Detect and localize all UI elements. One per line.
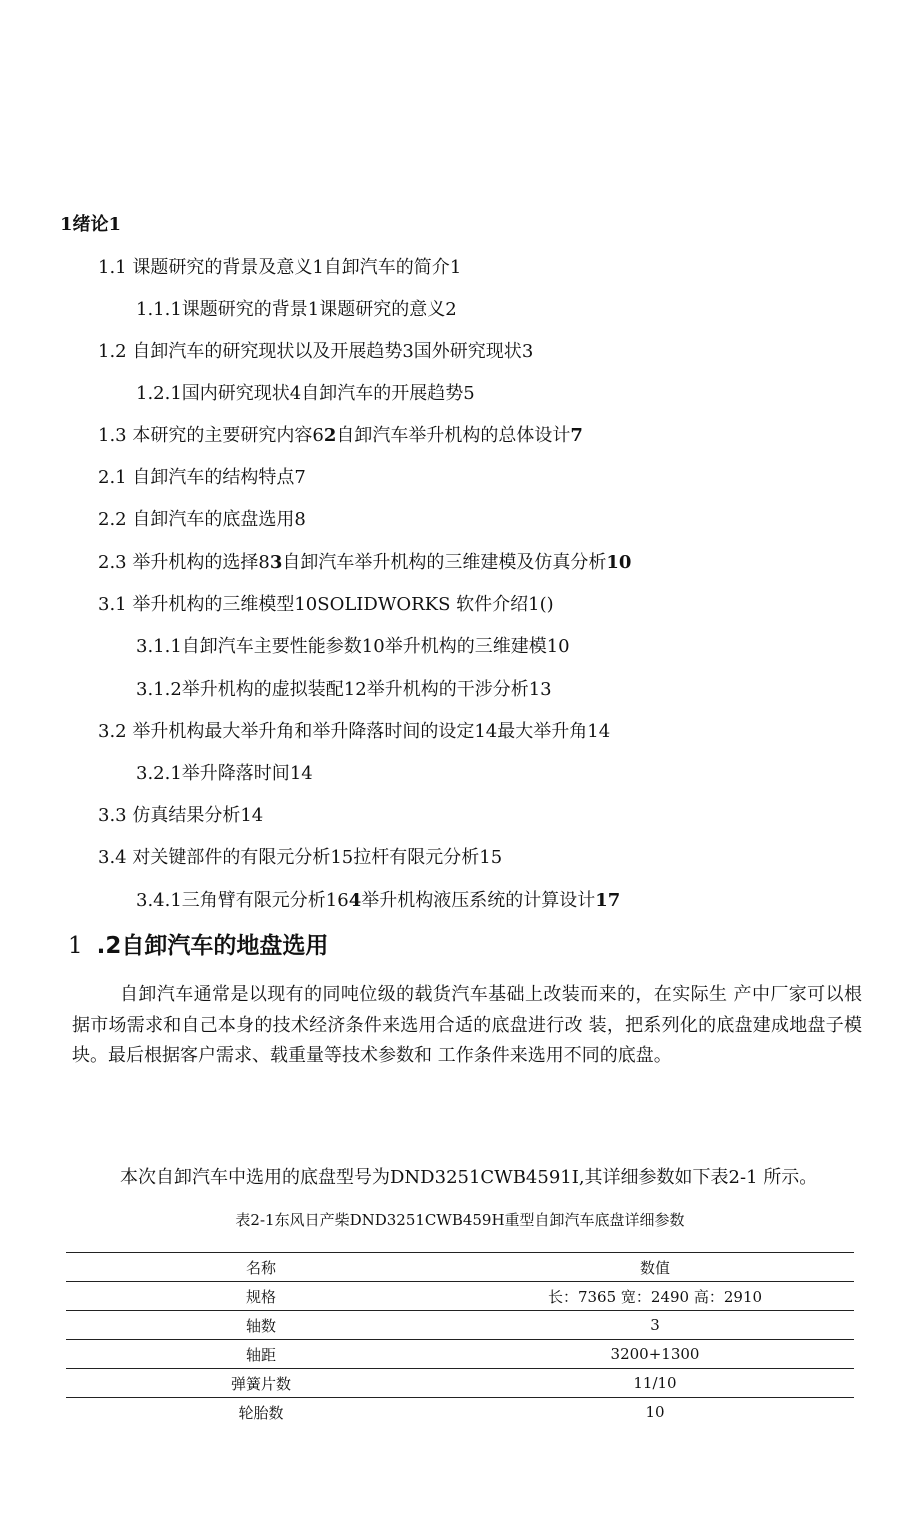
- toc-entry[interactable]: [98, 340, 533, 364]
- toc-entry-text: 3.1 举升机构的三维模型10SOLIDWORKS 软件介绍1(): [98, 594, 554, 615]
- section-title: .2自卸汽车的地盘选用: [96, 933, 329, 959]
- toc-entry[interactable]: [136, 635, 570, 659]
- toc-page-number: 10: [606, 552, 632, 573]
- toc-entry[interactable]: [98, 466, 306, 490]
- toc-page-number: 13: [528, 679, 552, 700]
- table-row: [66, 1340, 854, 1369]
- table-cell: 规格: [66, 1282, 456, 1311]
- toc-entry-text: 3.4 对关键部件的有限元分析15拉杆有限元分析: [98, 847, 480, 868]
- toc-entry-text: 2.3 举升机构的选择8: [98, 552, 270, 573]
- table-cell: 3200+1300: [456, 1340, 854, 1369]
- body-paragraph-2: 本次自卸汽车中选用的底盘型号为DND3251CWB4591I,其详细参数如下表2-1 所示。: [120, 1167, 818, 1188]
- toc-entry-text: 2.2 自卸汽车的底盘选用: [98, 509, 295, 530]
- toc-chapter-title: 自卸汽车举升机构的总体设计: [336, 425, 571, 446]
- toc-chapter-title: 自卸汽车举升机构的三维建模及仿真分析: [282, 552, 607, 573]
- toc-entry-text: 3.2 举升机构最大举升角和举升降落时间的设定14最大举升角: [98, 721, 588, 742]
- toc-chapter-number: 3: [269, 552, 283, 573]
- table-cell: 轴距: [66, 1340, 456, 1369]
- toc-entry[interactable]: [136, 382, 475, 406]
- toc-entry-text: 1.1.1课题研究的背景1课题研究的意义: [136, 299, 446, 320]
- table-caption: 表2-1东风日产柴DND3251CWB459H重型自卸汽车底盘详细参数: [235, 1211, 685, 1229]
- section-heading: [68, 930, 328, 962]
- toc-entry-text: 3.2.1举升降落时间: [136, 763, 290, 784]
- toc-chapter-number: 2: [323, 425, 337, 446]
- toc-chapter-title: 举升机构液压系统的计算设计: [361, 890, 596, 911]
- section-number: 1: [68, 933, 83, 959]
- toc-page-number: 3: [521, 341, 534, 362]
- toc-entry[interactable]: [98, 593, 554, 617]
- table-row: [66, 1369, 854, 1398]
- toc-entry[interactable]: [98, 424, 583, 448]
- toc-entry[interactable]: [136, 889, 620, 913]
- table-row: [66, 1282, 854, 1311]
- toc-page-number: 5: [463, 383, 475, 404]
- toc-entry-text: 3.3 仿真结果分析: [98, 805, 241, 826]
- toc-entry[interactable]: [136, 762, 313, 786]
- toc-page-number: 7: [294, 467, 306, 488]
- toc-entry-text: 1.3 本研究的主要研究内容6: [98, 425, 324, 446]
- toc-page-number: 14: [289, 763, 313, 784]
- toc-entry-text: 1.2.1国内研究现状4自卸汽车的开展趋势: [136, 383, 464, 404]
- table-row: [66, 1398, 854, 1427]
- table-cell: 轮胎数: [238, 1403, 284, 1422]
- toc-entry[interactable]: [60, 213, 121, 237]
- toc-entry[interactable]: [98, 804, 263, 828]
- toc-entry[interactable]: [136, 298, 457, 322]
- toc-page-number: 1: [449, 257, 462, 278]
- table-cell: 长：7365 宽：2490 高：2910: [456, 1282, 854, 1311]
- table-cell: 11/10: [456, 1369, 854, 1398]
- toc-entry-text: 1.2 自卸汽车的研究现状以及开展趋势3国外研究现状: [98, 341, 522, 362]
- chassis-params-table: [66, 1252, 854, 1426]
- toc-page-number: 15: [479, 847, 503, 868]
- toc-entry-text: 3.1.1自卸汽车主要性能参数10举升机构的三维建模: [136, 636, 547, 657]
- toc-entry[interactable]: [98, 508, 306, 532]
- toc-chapter-number: 4: [348, 890, 362, 911]
- body-paragraph-1: 自卸汽车通常是以现有的同吨位级的载货汽车基础上改装而来的，在实际生 产中厂家可以根据市场需求和自己本身的技术经济条件来选用合适的底盘进行改 装，把系列化的底盘建成地盘子模块。最后根据客户需求、载重量等技术参数和 工作条件来选用不同的底盘。: [72, 984, 862, 1066]
- header-value: 数值: [456, 1253, 854, 1282]
- toc-entry-text: 1绪论: [60, 214, 109, 235]
- toc-entry[interactable]: [98, 551, 631, 575]
- table-row: [66, 1311, 854, 1340]
- toc-page-number: 7: [570, 425, 583, 446]
- toc-entry-text: 2.1 自卸汽车的结构特点: [98, 467, 295, 488]
- toc-entry[interactable]: [98, 720, 610, 744]
- header-name: 名称: [66, 1253, 456, 1282]
- toc-page-number: 14: [240, 805, 264, 826]
- toc-entry-text: 3.4.1三角臂有限元分析16: [136, 890, 349, 911]
- table-header-row: [66, 1253, 854, 1282]
- table-cell: 10: [645, 1403, 665, 1421]
- toc-entry[interactable]: [98, 256, 461, 280]
- toc-page-number: 2: [445, 299, 457, 320]
- toc-page-number: 8: [294, 509, 306, 530]
- toc-page-number: 14: [587, 721, 611, 742]
- toc-entry-text: 1.1 课题研究的背景及意义1自卸汽车的简介: [98, 257, 450, 278]
- toc-entry[interactable]: [136, 678, 552, 702]
- toc-entry[interactable]: [98, 846, 502, 870]
- table-cell: 轴数: [66, 1311, 456, 1340]
- toc-page-number: 1: [108, 214, 122, 235]
- table-cell: 3: [456, 1311, 854, 1340]
- table-cell: 弹簧片数: [66, 1369, 456, 1398]
- toc-entry-text: 3.1.2举升机构的虚拟装配12举升机构的干涉分析: [136, 679, 529, 700]
- toc-page-number: 17: [595, 890, 621, 911]
- toc-page-number: 10: [546, 636, 570, 657]
